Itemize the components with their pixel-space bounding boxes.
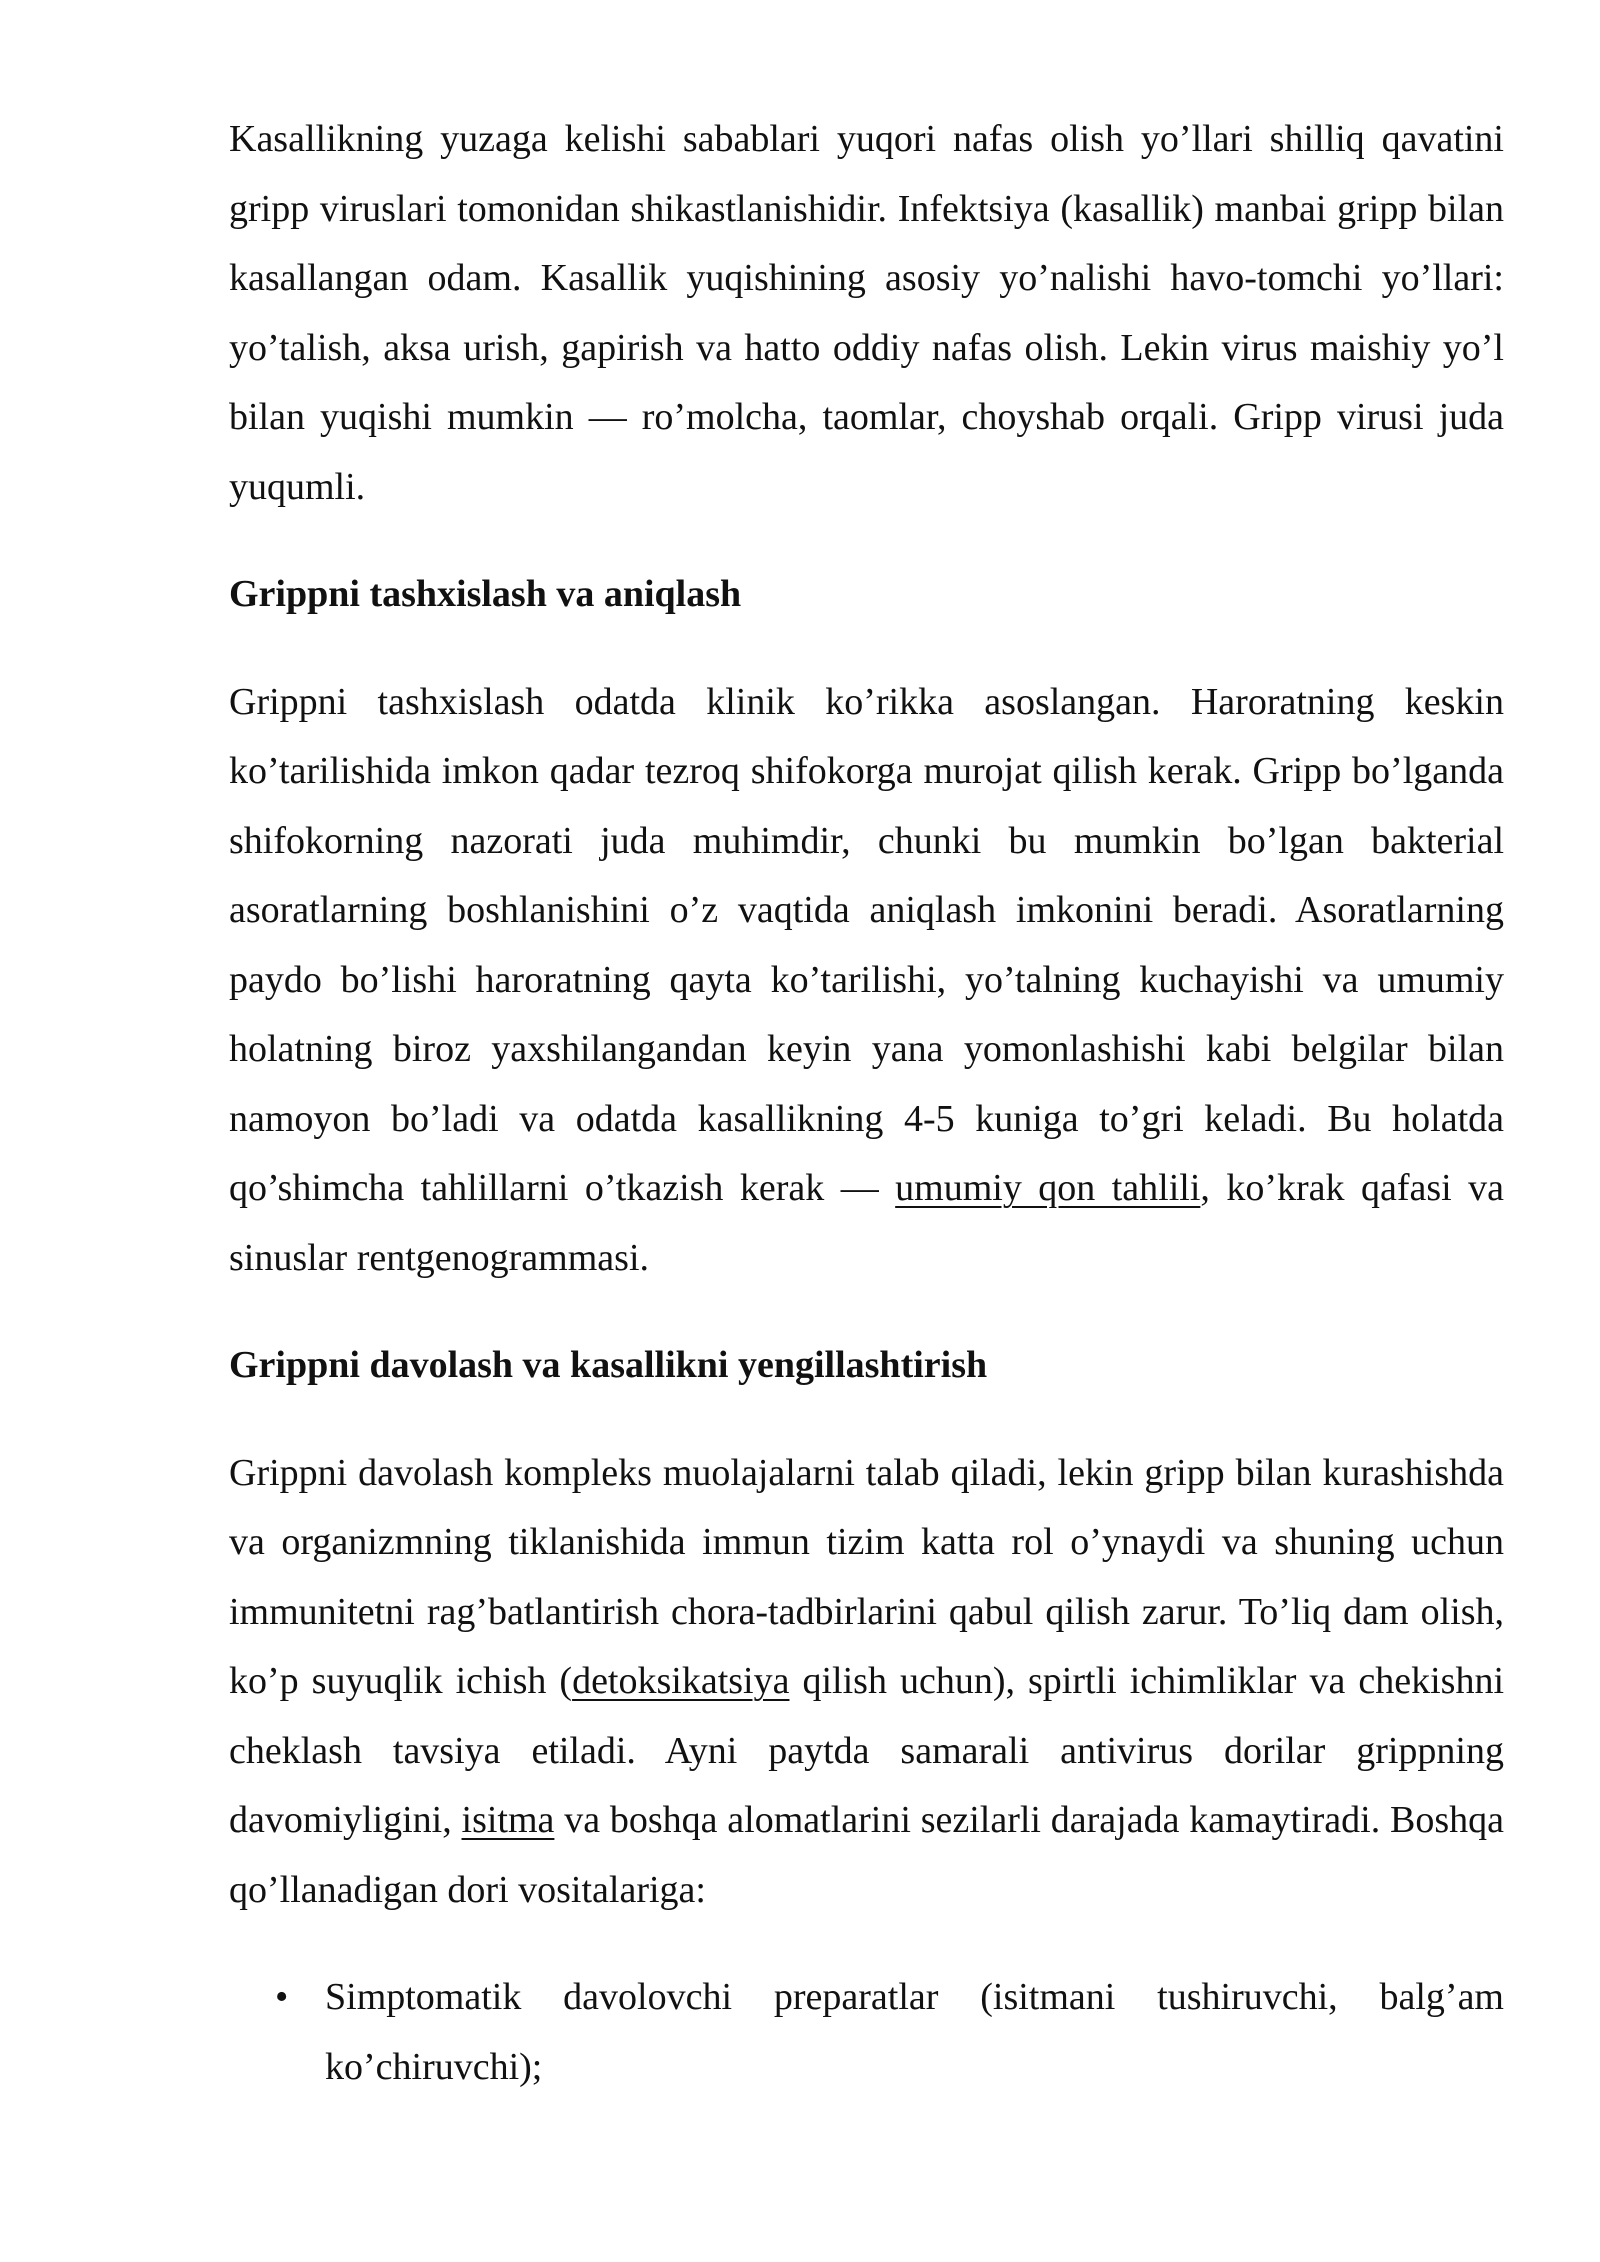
paragraph-treatment-text-2: qilish uchun), spirtli ichimliklar va chekishni cheklash tavsiya etiladi. Ayni paytda samarali antivirus dorilar grippning davomiyligini, — [229, 1660, 1505, 1841]
heading-diagnosis: Grippni tashxislash va aniqlash — [229, 573, 742, 615]
paragraph-diagnosis-text: Grippni tashxislash odatda klinik ko’rikka asoslangan. Haroratning keskin ko’tarilishida imkon qadar tezroq shifokorga murojat qilish kerak. Gripp bo’lganda shifokorning nazorati juda muhimdir, chunki bu mumkin bo’lgan bakterial asoratlarning boshlanishini o’z vaqtida aniqlash imkonini beradi. Asoratlarning paydo bo’lishi haroratning qayta ko’tarilishi, yo’talning kuchayishi va umumiy holatning biroz yaxshilangandan keyin yana yomonlashishi kabi belgilar bilan namoyon bo’ladi va odatda kasallikning 4-5 kuniga to’gri keladi. Bu holatda qo’shimcha tahlillarni o’tkazish kerak — — [229, 680, 1504, 1209]
medication-list — [229, 1963, 1504, 2102]
list-item — [229, 1963, 1504, 2102]
link-blood-test[interactable]: umumiy qon tahlili — [895, 1167, 1201, 1209]
paragraph-treatment — [229, 1439, 1504, 1926]
paragraph-treatment-text-3: va boshqa alomatlarini sezilarli darajada kamaytiradi. Boshqa qo’llanadigan dori vositalariga: — [229, 1799, 1504, 1911]
paragraph-treatment-text-1: Grippni davolash kompleks muolajalarni talab qiladi, lekin gripp bilan kurashishda va organizmning tiklanishida immun tizim katta rol o’ynaydi va shuning uchun immunitetni rag’batlantirish chora-tadbirlarini qabul qilish zarur. To’liq dam olish, ko’p suyuqlik ichish ( — [229, 1451, 1504, 1702]
bullet-icon: • — [275, 1976, 289, 2018]
paragraph-diagnosis — [229, 668, 1504, 1294]
document-page — [229, 105, 1504, 2102]
heading-treatment: Grippni davolash va kasallikni yengillashtirish — [229, 1344, 988, 1386]
paragraph-causes: Kasallikning yuzaga kelishi sabablari yuqori nafas olish yo’llari shilliq qavatini gripp viruslari tomonidan shikastlanishidir. Infektsiya (kasallik) manbai gripp bilan kasallangan odam. Kasallik yuqishining asosiy yo’nalishi havo-tomchi yo’llari: yo’talish, aksa urish, gapirish va hatto oddiy nafas olish. Lekin virus maishiy yo’l bilan yuqishi mumkin — ro’molcha, taomlar, choyshab orqali. Gripp virusi juda yuqumli. — [229, 118, 1504, 508]
list-item-text: Simptomatik davolovchi preparatlar (isitmani tushiruvchi, balg’am ko’chiruvchi); — [325, 1976, 1504, 2088]
link-fever[interactable]: isitma — [461, 1799, 555, 1841]
link-detoxification[interactable]: detoksikatsiya — [572, 1660, 790, 1702]
paragraph-diagnosis-text-end: , ko’krak qafasi va sinuslar rentgenogrammasi. — [229, 1167, 1505, 1279]
